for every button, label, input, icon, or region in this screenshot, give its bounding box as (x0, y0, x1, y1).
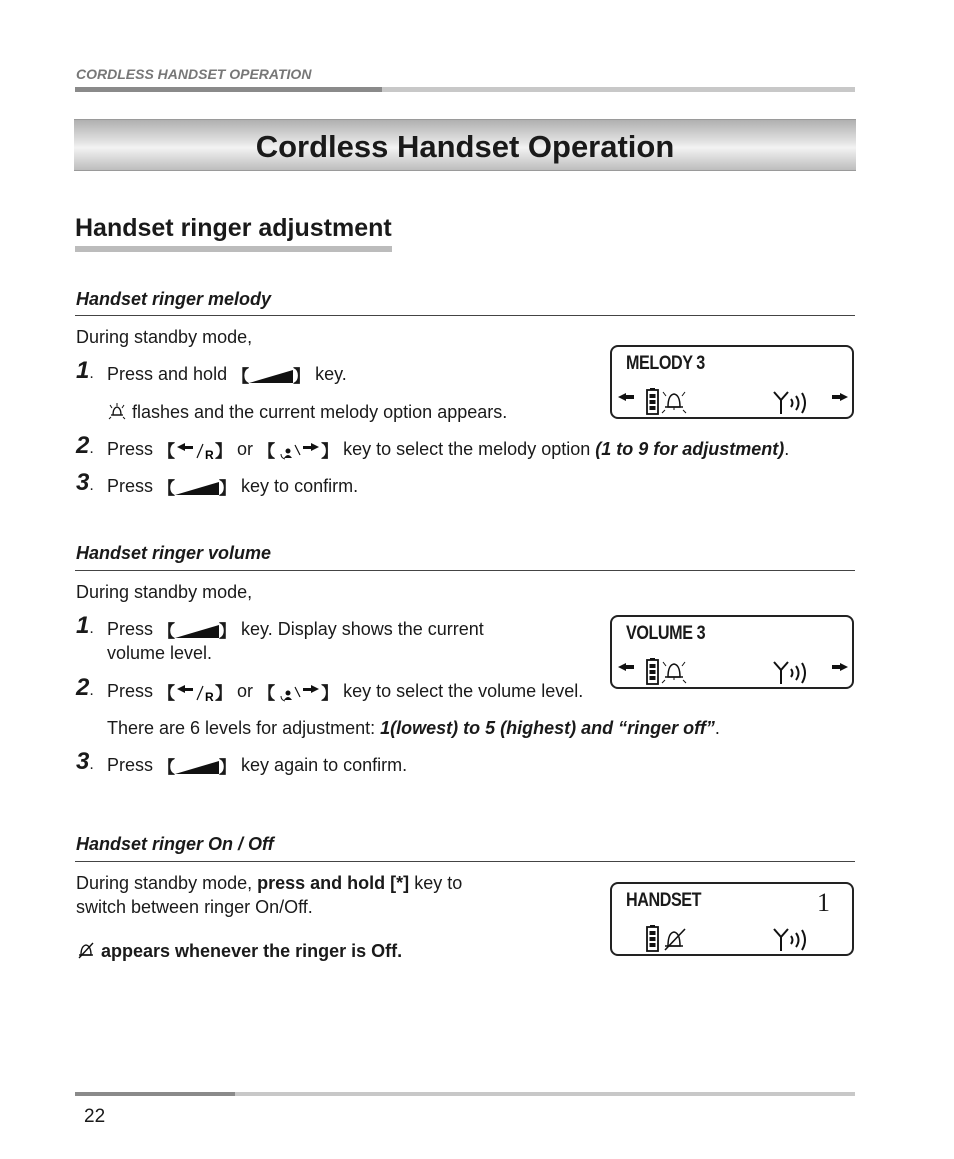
section-title: Handset ringer adjustment (75, 213, 392, 252)
battery-icon (647, 658, 658, 684)
volume-step1: Press 【 】 key. Display shows the current (107, 619, 484, 641)
svg-text:R: R (205, 448, 214, 460)
signal-icon (774, 929, 805, 951)
lcd-status-icons (616, 387, 852, 417)
melody-step1-post: key. (315, 364, 347, 384)
melody-lcd-display (610, 345, 854, 419)
volume-intro: During standby mode, (76, 582, 253, 602)
melody-step2: Press 【 R 】 or 【 】 key to select the melody option (1 to 9 for adjustment). (107, 439, 790, 461)
page-number: 22 (84, 1106, 106, 1127)
melody-step3-number: 3. (76, 469, 94, 496)
melody-intro: During standby mode, (76, 327, 253, 347)
melody-step3: Press 【 】 key to confirm. (107, 476, 359, 498)
onoff-note: appears whenever the ringer is Off. (76, 940, 402, 962)
volume-step1-number: 1. (76, 612, 94, 639)
talk-key-icon: 【 】 (232, 367, 311, 386)
onoff-heading: Handset ringer On / Off (76, 834, 274, 854)
melody-heading: Handset ringer melody (76, 289, 272, 309)
lcd-status-icons (616, 657, 852, 687)
ringer-off-icon (76, 941, 96, 959)
signal-icon (774, 662, 805, 684)
battery-icon (647, 925, 658, 951)
phonebook-forward-key-icon: 【 】 (258, 684, 339, 703)
melody-step1-pre: Press and hold (107, 364, 228, 384)
melody-step1-note: flashes and the current melody option appears. (107, 401, 507, 423)
back-r-key-icon: 【 R 】 (158, 442, 233, 461)
melody-step1 (107, 363, 347, 388)
volume-lcd-display (610, 615, 854, 689)
melody-step2-number: 2. (76, 432, 94, 459)
volume-heading: Handset ringer volume (76, 543, 272, 563)
star-key-icon: * (396, 873, 404, 893)
back-r-key-icon: 【 R 】 (158, 684, 233, 703)
ringer-bell-icon (662, 392, 686, 413)
talk-key-icon: 【 】 (158, 622, 237, 641)
onoff-line2: switch between ringer On/Off. (76, 897, 313, 917)
lcd-label: MELODY 3 (626, 353, 705, 374)
volume-step1-cont: volume level. (107, 643, 213, 663)
melody-step1-number: 1. (76, 357, 94, 384)
page-title: Cordless Handset Operation (255, 129, 675, 164)
running-header: CORDLESS HANDSET OPERATION (76, 66, 312, 82)
talk-key-icon: 【 】 (158, 758, 237, 777)
battery-icon (647, 388, 658, 414)
ringer-bell-icon (662, 662, 686, 683)
handset-lcd-display (610, 882, 854, 956)
title-banner (74, 119, 856, 171)
melody-rule (75, 315, 855, 316)
lcd-status-icons (616, 924, 852, 954)
volume-rule (75, 570, 855, 571)
header-rule (75, 87, 855, 92)
onoff-line1: During standby mode, press and hold [*] key to (76, 873, 463, 893)
handset-number: 1 (817, 888, 830, 917)
lcd-label: HANDSET (626, 890, 702, 911)
volume-levels-note: There are 6 levels for adjustment: 1(lowest) to 5 (highest) and “ringer off”. (107, 718, 720, 738)
signal-icon (774, 392, 805, 414)
phonebook-forward-key-icon: 【 】 (258, 442, 339, 461)
volume-step2-number: 2. (76, 674, 94, 701)
volume-step3-number: 3. (76, 748, 94, 775)
onoff-rule (75, 861, 855, 862)
footer-rule (75, 1092, 855, 1096)
lcd-label: VOLUME 3 (626, 623, 706, 644)
flashing-bell-icon (107, 402, 127, 420)
volume-step2: Press 【 R 】 or 【 】 key to select the volume level. (107, 681, 584, 703)
svg-text:R: R (205, 690, 214, 702)
talk-key-icon: 【 】 (158, 479, 237, 498)
volume-step3: Press 【 】 key again to confirm. (107, 755, 408, 777)
ringer-off-icon (665, 929, 685, 950)
